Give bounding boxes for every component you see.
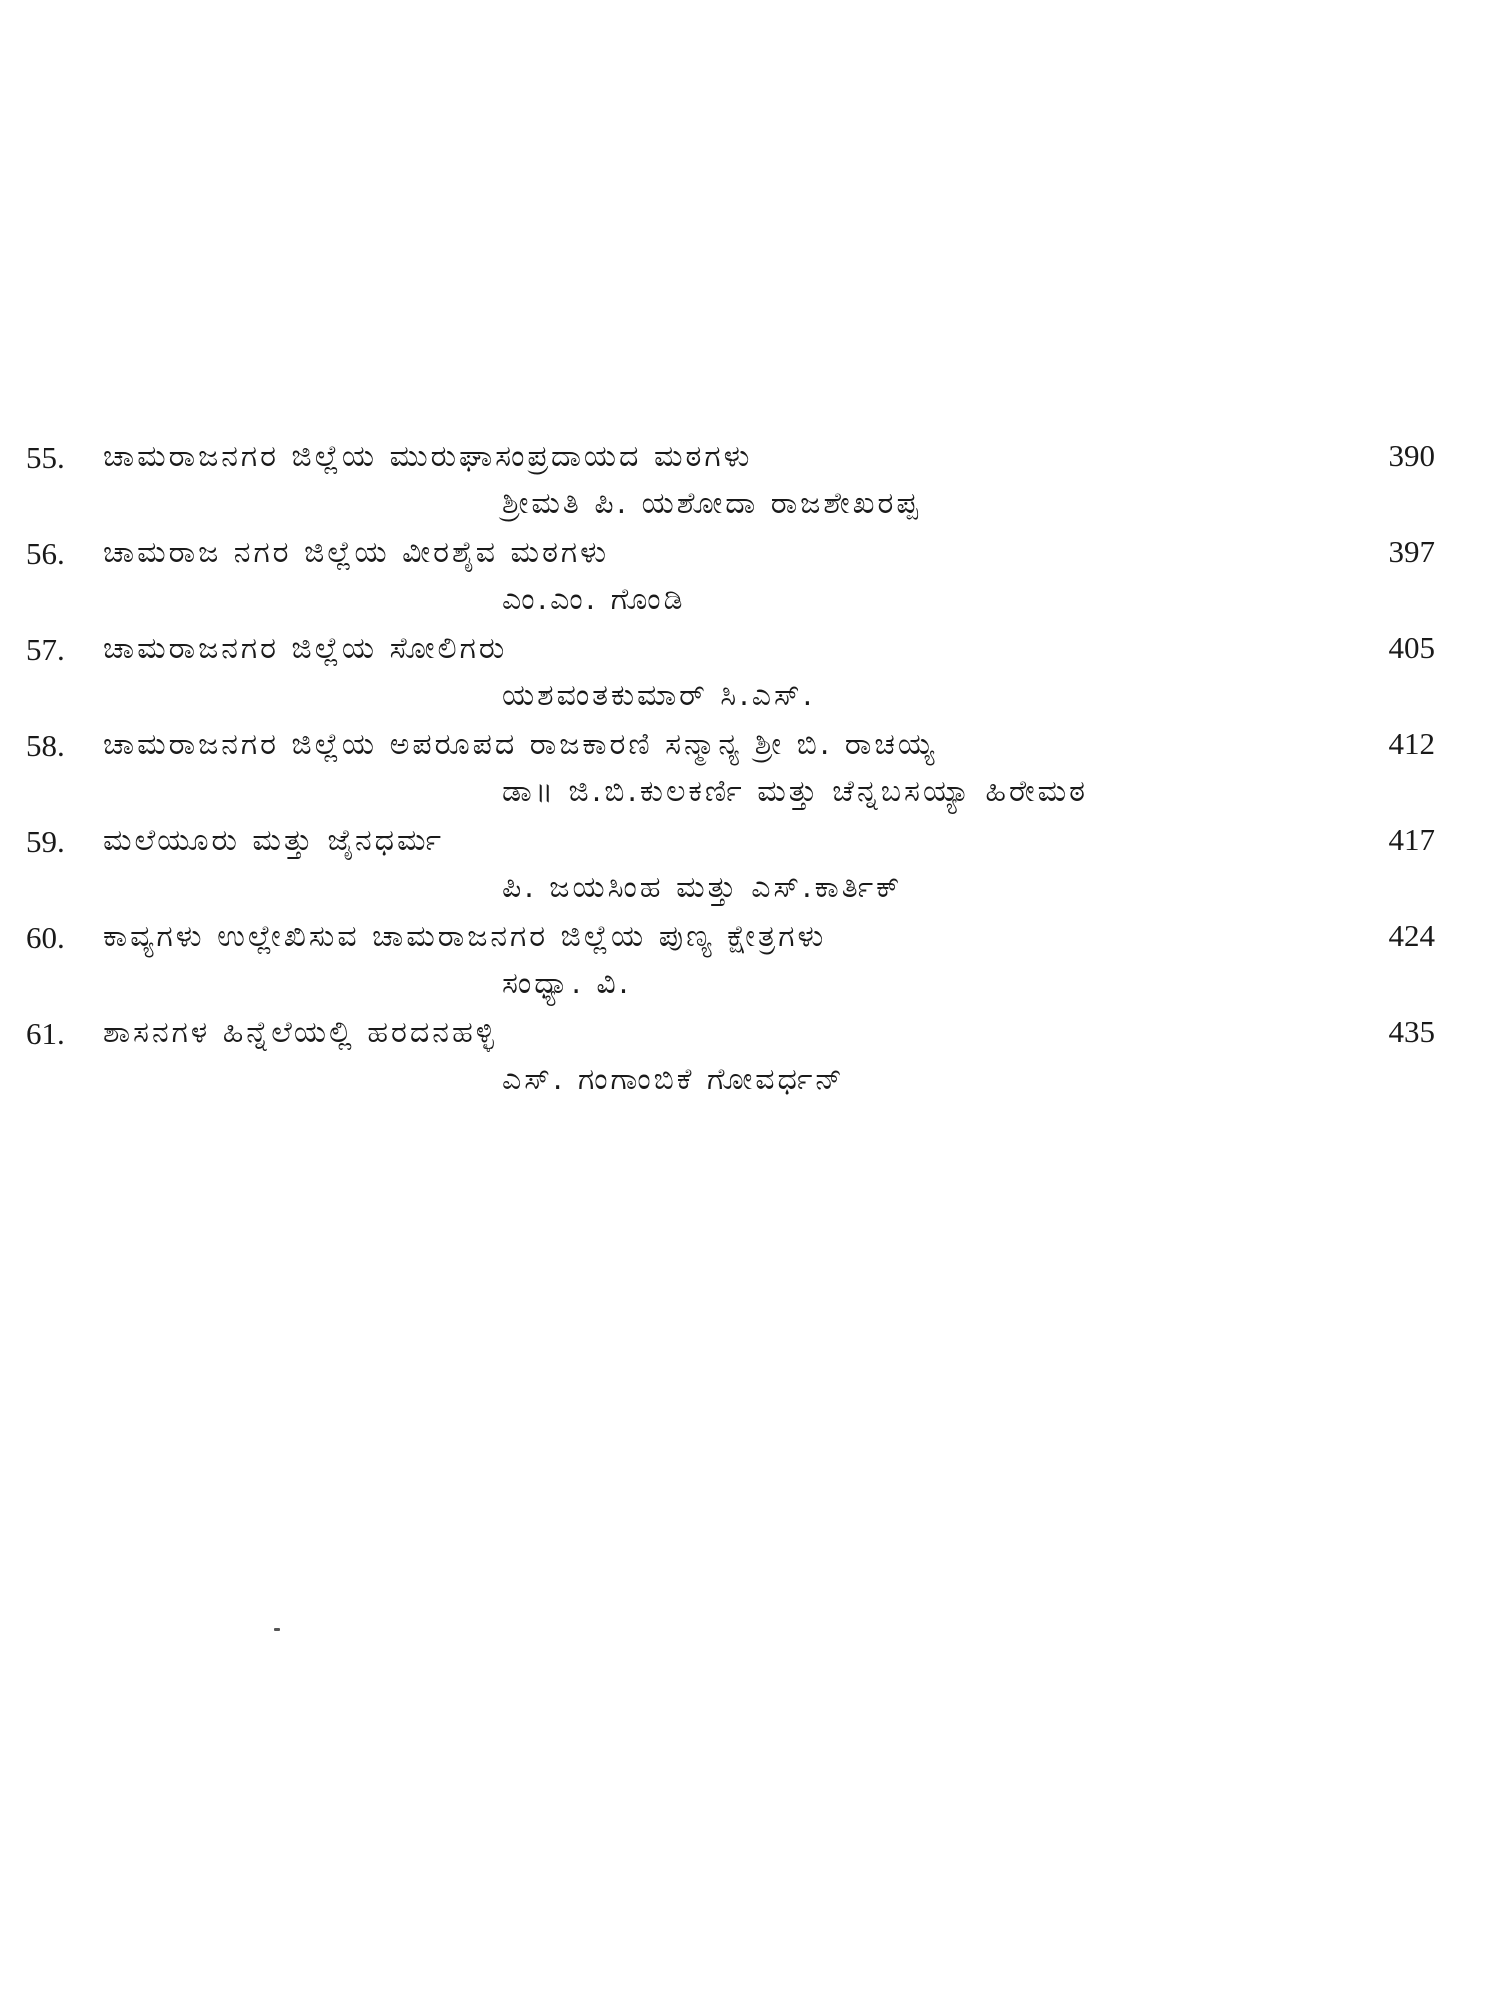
entry-author: ಶ್ರೀಮತಿ ಪಿ. ಯಶೋದಾ ರಾಜಶೇಖರಪ್ಪ bbox=[502, 486, 921, 521]
entry-author: ಸಂಧ್ಯಾ. ವಿ. bbox=[502, 966, 632, 1001]
entry-title: ಚಾಮರಾಜನಗರ ಜಿಲ್ಲೆಯ ಸೋಲಿಗರು bbox=[103, 631, 508, 666]
entry-page-number: 397 bbox=[1388, 534, 1435, 569]
entry-title: ಚಾಮರಾಜ ನಗರ ಜಿಲ್ಲೆಯ ವೀರಶೈವ ಮಠಗಳು bbox=[103, 535, 609, 570]
toc-entry bbox=[0, 812, 1500, 908]
entry-page-number: 405 bbox=[1388, 630, 1435, 665]
entry-number: 61. bbox=[26, 1016, 65, 1051]
entry-author: ಡಾ॥ ಜಿ.ಬಿ.ಕುಲಕರ್ಣಿ ಮತ್ತು ಚೆನ್ನಬಸಯ್ಯಾ ಹಿರೇಮಠ bbox=[502, 774, 1089, 809]
entry-number: 60. bbox=[26, 920, 65, 955]
entry-title: ಶಾಸನಗಳ ಹಿನ್ನೆಲೆಯಲ್ಲಿ ಹರದನಹಳ್ಳಿ bbox=[103, 1015, 498, 1050]
entry-author: ಎಂ.ಎಂ. ಗೊಂಡಿ bbox=[502, 582, 686, 617]
entry-page-number: 412 bbox=[1388, 726, 1435, 761]
toc-entry bbox=[0, 620, 1500, 716]
entry-author: ಎಸ್. ಗಂಗಾಂಬಿಕೆ ಗೋವರ್ಧನ್ bbox=[502, 1062, 845, 1097]
entry-number: 55. bbox=[26, 440, 65, 475]
entry-title: ಕಾವ್ಯಗಳು ಉಲ್ಲೇಖಿಸುವ ಚಾಮರಾಜನಗರ ಜಿಲ್ಲೆಯ ಪುಣ್ಯ ಕ್ಷೇತ್ರಗಳು bbox=[103, 919, 827, 954]
entry-number: 57. bbox=[26, 632, 65, 667]
entry-number: 56. bbox=[26, 536, 65, 571]
entry-number: 58. bbox=[26, 728, 65, 763]
entry-author: ಯಶವಂತಕುಮಾರ್ ಸಿ.ಎಸ್. bbox=[502, 678, 816, 713]
entry-number: 59. bbox=[26, 824, 65, 859]
toc-entry bbox=[0, 716, 1500, 812]
entry-page-number: 390 bbox=[1388, 438, 1435, 473]
table-of-contents bbox=[0, 428, 1500, 1100]
entry-author: ಪಿ. ಜಯಸಿಂಹ ಮತ್ತು ಎಸ್.ಕಾರ್ತಿಕ್ bbox=[502, 870, 903, 905]
toc-entry bbox=[0, 428, 1500, 524]
entry-page-number: 417 bbox=[1388, 822, 1435, 857]
entry-title: ಚಾಮರಾಜನಗರ ಜಿಲ್ಲೆಯ ಅಪರೂಪದ ರಾಜಕಾರಣಿ ಸನ್ಮಾನ್ಯ ಶ್ರೀ ಬಿ. ರಾಚಯ್ಯ bbox=[103, 727, 938, 762]
entry-title: ಮಲೆಯೂರು ಮತ್ತು ಜೈನಧರ್ಮ bbox=[103, 823, 445, 858]
toc-entry bbox=[0, 908, 1500, 1004]
entry-page-number: 424 bbox=[1388, 918, 1435, 953]
toc-entry bbox=[0, 524, 1500, 620]
entry-page-number: 435 bbox=[1388, 1014, 1435, 1049]
ink-speck bbox=[274, 1628, 280, 1631]
toc-entry bbox=[0, 1004, 1500, 1100]
entry-title: ಚಾಮರಾಜನಗರ ಜಿಲ್ಲೆಯ ಮುರುಘಾಸಂಪ್ರದಾಯದ ಮಠಗಳು bbox=[103, 439, 753, 474]
